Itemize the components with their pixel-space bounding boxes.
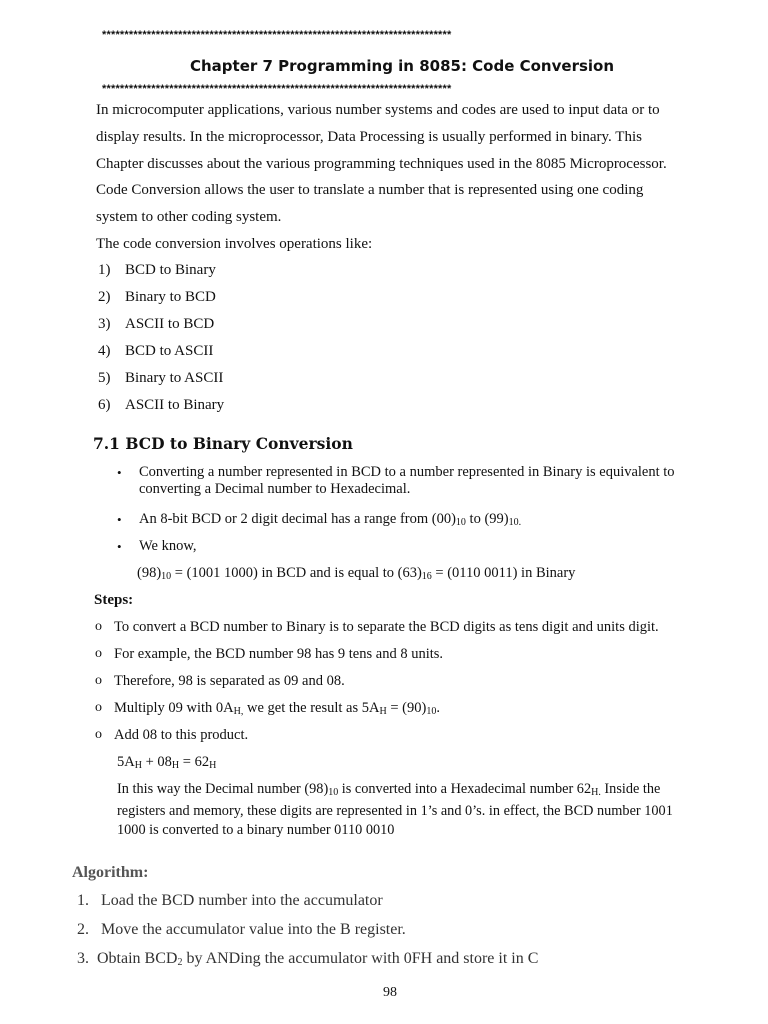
intro-line: display results. In the microprocessor, Data Processing is usually performed in binary. This: [96, 129, 642, 145]
chapter-title: Chapter 7 Programming in 8085: Code Conversion: [190, 57, 615, 75]
circle-bullet-icon: o: [95, 619, 102, 634]
step-item: For example, the BCD number 98 has 9 tens and 8 units.: [114, 646, 444, 662]
list-item: 5) Binary to ASCII: [98, 370, 224, 386]
circle-bullet-icon: o: [95, 646, 102, 661]
intro-line: Chapter discusses about the various programming techniques used in the 8085 Microprocessor.: [96, 156, 667, 172]
intro-line: Code Conversion allows the user to translate a number that is represented using one coding: [96, 182, 644, 198]
steps-heading: Steps:: [94, 592, 134, 608]
algorithm-item: 1. Load the BCD number into the accumulator: [77, 892, 383, 909]
list-item: 1) BCD to Binary: [98, 262, 216, 278]
bullet-item: An 8-bit BCD or 2 digit decimal has a range from $(00)_{10}$ to $(99)_{10.}$: [139, 511, 522, 528]
page-number: 98: [383, 985, 397, 1000]
section-heading: 7.1 BCD to Binary Conversion: [93, 434, 353, 453]
equation-line: $5A_H + 08_H = 62_H$: [117, 754, 217, 771]
circle-bullet-icon: o: [95, 727, 102, 742]
step-item: Add 08 to this product.: [114, 727, 249, 743]
list-item: 6) ASCII to Binary: [98, 397, 225, 413]
bullet-icon: •: [117, 512, 122, 527]
top-star-rule: ******************************************************************************: [102, 29, 452, 41]
step-item: Therefore, 98 is separated as 09 and 08.: [114, 673, 345, 689]
circle-bullet-icon: o: [95, 673, 102, 688]
algorithm-item: 2. Move the accumulator value into the B register.: [77, 921, 406, 938]
operations-lead: The code conversion involves operations like:: [96, 236, 373, 252]
equation-line: $(98)_{10} = (1001$ 1000) in BCD and is equal to $(63)_{16} = (0110$ 0011) in Binary: [137, 565, 576, 582]
step-item: To convert a BCD number to Binary is to separate the BCD digits as tens digit and units digit.: [114, 619, 659, 635]
algorithm-item: 3. Obtain $BCD_2$ by ANDing the accumulator with 0FH and store it in C: [77, 950, 539, 968]
bullet-icon: •: [117, 539, 122, 554]
bullet-item: We know,: [139, 538, 197, 554]
conclusion-paragraph: In this way the Decimal number $(98)_{10}$ is converted into a Hexadecimal number $62_{H.}$ Inside the registers and memory, these digits are represented in 1’s and 0’s. in effect, the BCD number 1001 1000 is converted to a binary number 0110 0010: [117, 781, 673, 838]
step-item: Multiply 09 with $0A_{H,}$ we get the result as $5A_H = (90)_{10}$.: [114, 700, 440, 717]
list-item: 4) BCD to ASCII: [98, 343, 214, 359]
bullet-item: Converting a number represented in BCD to a number represented in Binary is equivalent to converting a Decimal number to Hexadecimal.: [139, 464, 675, 497]
intro-line: system to other coding system.: [96, 209, 282, 225]
algorithm-heading: Algorithm:: [72, 864, 149, 881]
bottom-star-rule: ******************************************************************************: [102, 83, 452, 95]
list-item: 2) Binary to BCD: [98, 289, 216, 305]
circle-bullet-icon: o: [95, 700, 102, 715]
list-item: 3) ASCII to BCD: [98, 316, 215, 332]
bullet-icon: •: [117, 465, 122, 480]
intro-line: In microcomputer applications, various number systems and codes are used to input data or to: [96, 102, 660, 118]
